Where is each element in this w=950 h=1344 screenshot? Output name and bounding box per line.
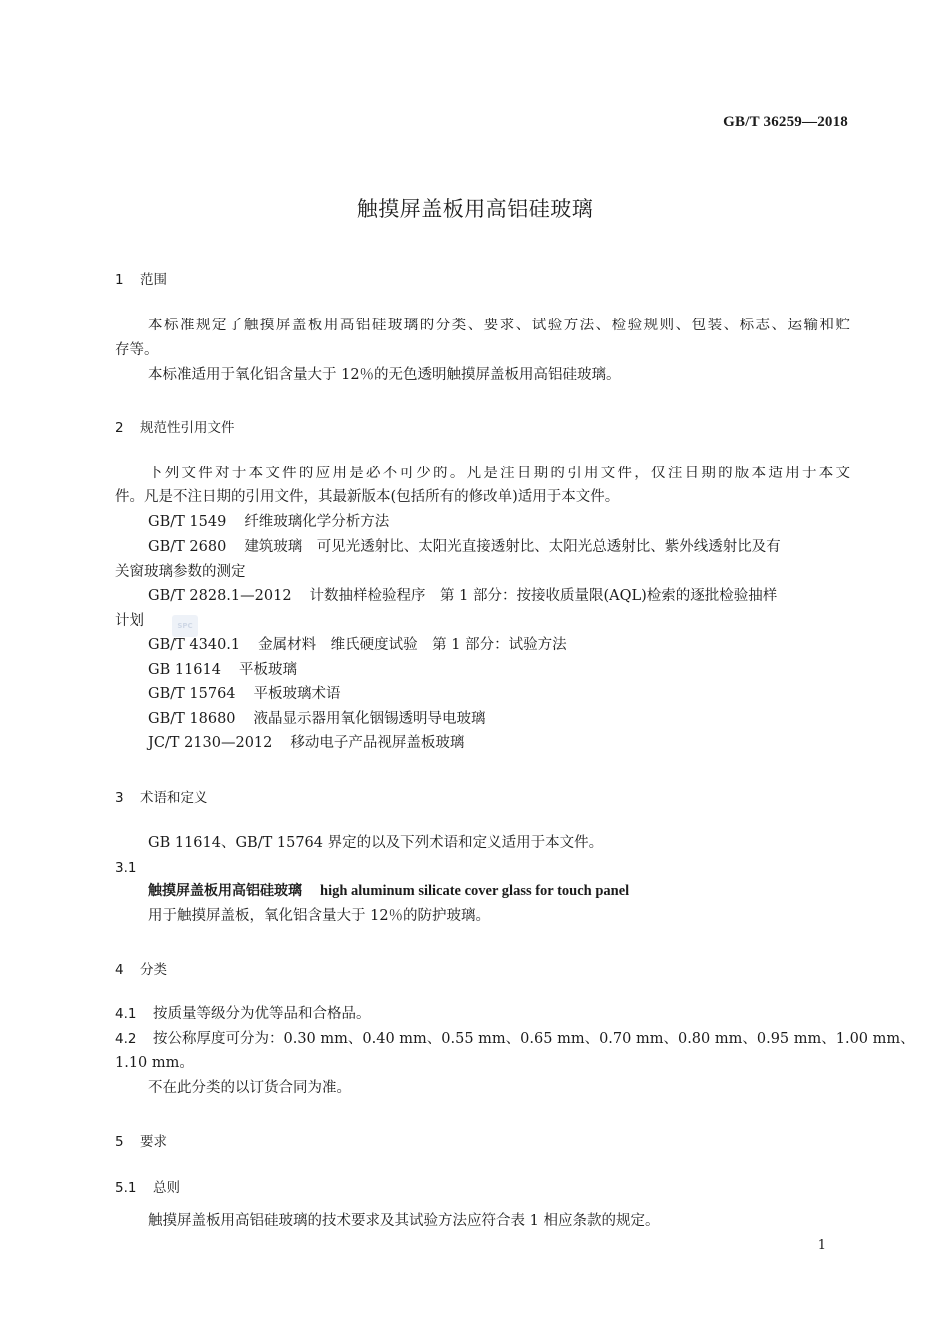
reference-code: GB/T 18680 [148, 711, 236, 727]
reference-code: GB/T 1549 [148, 514, 227, 530]
section-number: 5 [115, 1134, 124, 1150]
reference-item [148, 515, 389, 530]
section-1-heading [115, 268, 167, 288]
clause-text: 按质量等级分为优等品和合格品。 [153, 1006, 371, 1022]
reference-code: GB/T 2680 [148, 539, 227, 555]
reference-title: 计数抽样检验程序 第 1 部分：按接收质量限(AQL)检索的逐批检验抽样 [309, 588, 778, 604]
section-title: 要求 [140, 1134, 167, 1150]
section-4-heading [115, 958, 167, 978]
reference-code: JC/T 2130—2012 [148, 735, 273, 751]
reference-code: GB/T 15764 [148, 686, 236, 702]
section-title: 规范性引用文件 [140, 420, 235, 436]
term-entry [148, 884, 629, 899]
section-number: 2 [115, 420, 124, 436]
document-title: 触摸屏盖板用高铝硅玻璃 [356, 197, 594, 221]
paragraph-line: 本标准规定了触摸屏盖板用高铝硅玻璃的分类、要求、试验方法、检验规则、包装、标志、运输和贮 [148, 318, 850, 333]
page-number: 1 [817, 1238, 826, 1253]
reference-item [148, 736, 464, 751]
reference-title-continued: 关窗玻璃参数的测定 [115, 564, 246, 580]
paragraph-line: 件。凡是不注日期的引用文件，其最新版本(包括所有的修改单)适用于本文件。 [115, 489, 620, 505]
reference-item [148, 540, 781, 555]
paragraph-line: 本标准适用于氧化铝含量大于 12％的无色透明触摸屏盖板用高铝硅玻璃。 [148, 367, 621, 383]
term-english: high aluminum silicate cover glass for touch panel [320, 883, 630, 899]
reference-item [148, 663, 297, 678]
section-title: 范围 [140, 272, 167, 288]
clause-note: 不在此分类的以订货合同为准。 [148, 1080, 351, 1096]
watermark-logo: SPC [172, 615, 198, 637]
reference-title: 液晶显示器用氧化铟锡透明导电玻璃 [253, 711, 486, 727]
reference-item [148, 712, 486, 727]
reference-title: 平板玻璃术语 [253, 686, 341, 702]
reference-title: 建筑玻璃 可见光透射比、太阳光直接透射比、太阳光总透射比、紫外线透射比及有 [244, 539, 781, 555]
clause-number: 4.1 [115, 1006, 137, 1022]
subclause-number: 3.1 [115, 860, 137, 876]
subsection-number: 5.1 [115, 1180, 137, 1196]
reference-item [148, 687, 341, 702]
reference-code: GB/T 4340.1 [148, 637, 241, 653]
subsection-5-1-heading [115, 1176, 180, 1196]
reference-title-continued: 计划 [115, 613, 144, 629]
paragraph-line: GB 11614、GB/T 15764 界定的以及下列术语和定义适用于本文件。 [148, 835, 604, 851]
reference-item [148, 638, 567, 653]
section-title: 分类 [140, 962, 167, 978]
reference-title: 移动电子产品视屏盖板玻璃 [290, 735, 465, 751]
clause-number: 4.2 [115, 1031, 137, 1047]
reference-title: 平板玻璃 [238, 662, 297, 678]
reference-item [148, 589, 777, 604]
clause-text: 按公称厚度可分为：0.30 mm、0.40 mm、0.55 mm、0.65 mm、0.70 mm、0.80 mm、0.95 mm、1.00 mm、 [153, 1031, 915, 1047]
section-number: 3 [115, 790, 124, 806]
reference-title: 纤维玻璃化学分析方法 [244, 514, 390, 530]
paragraph-line: 下列文件对于本文件的应用是必不可少的。凡是注日期的引用文件，仅注日期的版本适用于本文 [148, 466, 850, 481]
clause-text-continued: 1.10 mm。 [115, 1055, 194, 1071]
section-5-heading [115, 1130, 167, 1150]
section-3-heading [115, 786, 208, 806]
reference-code: GB 11614 [148, 662, 221, 678]
section-number: 1 [115, 272, 124, 288]
reference-title: 金属材料 维氏硬度试验 第 1 部分：试验方法 [258, 637, 567, 653]
clause-4-1 [115, 1007, 371, 1022]
paragraph-line: 存等。 [115, 342, 159, 358]
reference-code: GB/T 2828.1—2012 [148, 588, 292, 604]
subsection-title: 总则 [153, 1180, 180, 1196]
section-2-heading [115, 416, 235, 436]
section-number: 4 [115, 962, 124, 978]
standard-code: GB/T 36259—2018 [723, 114, 848, 130]
paragraph-line: 触摸屏盖板用高铝硅玻璃的技术要求及其试验方法应符合表 1 相应条款的规定。 [148, 1213, 660, 1229]
clause-4-2 [115, 1031, 915, 1047]
term-definition: 用于触摸屏盖板，氧化铝含量大于 12％的防护玻璃。 [148, 908, 491, 924]
term-chinese: 触摸屏盖板用高铝硅玻璃 [148, 883, 302, 899]
section-title: 术语和定义 [140, 790, 208, 806]
